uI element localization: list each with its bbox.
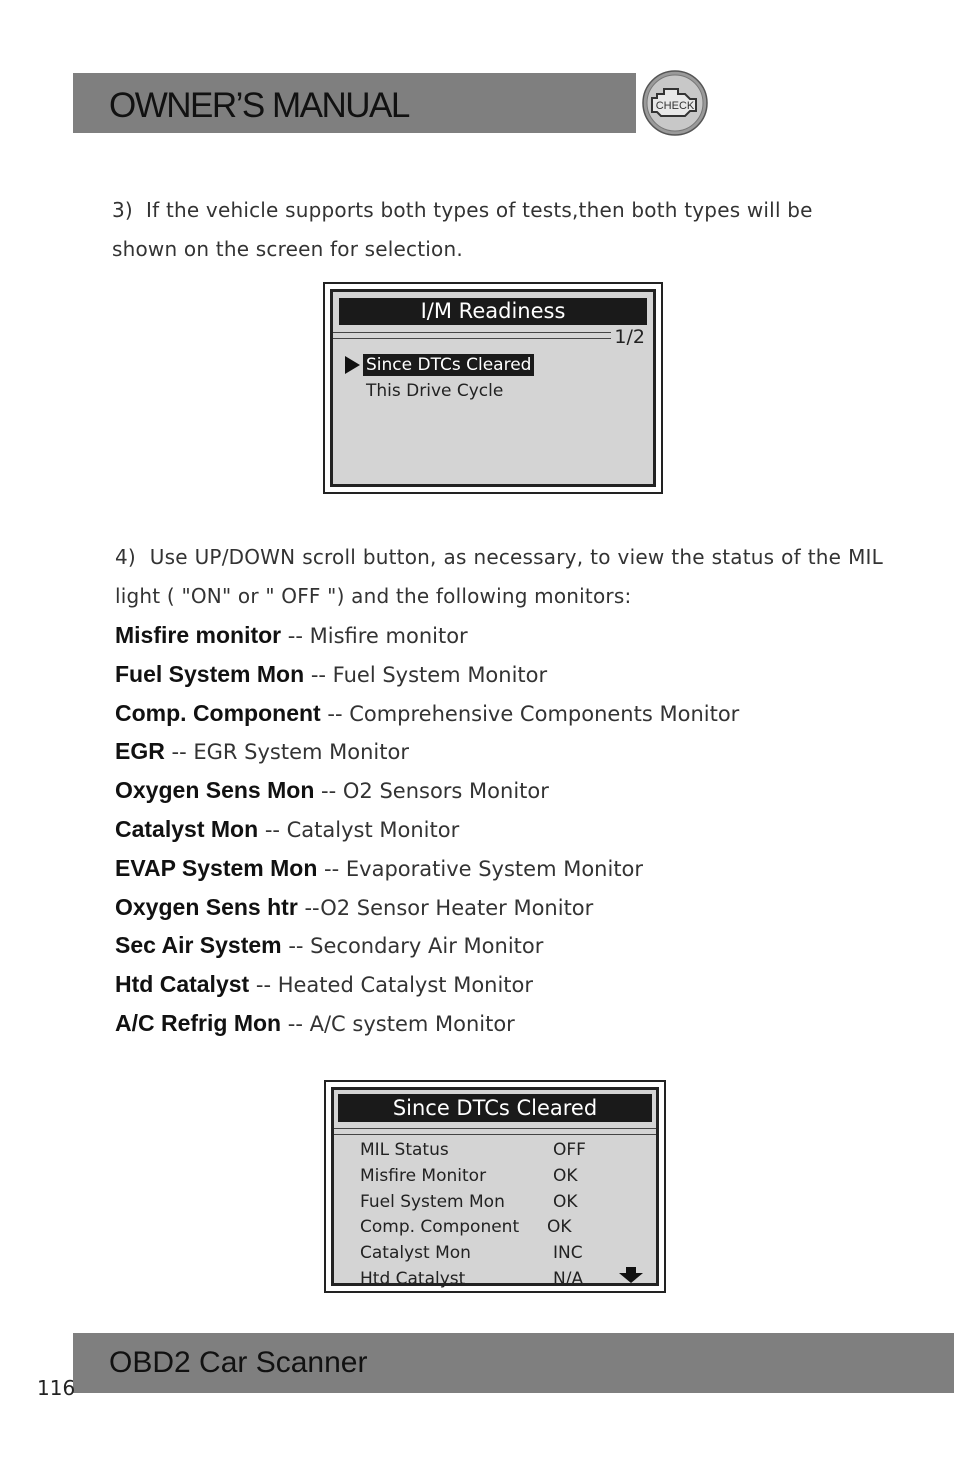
monitor-desc: -- Secondary Air Monitor bbox=[281, 934, 544, 959]
status-label: Htd Catalyst bbox=[360, 1269, 466, 1289]
page-number: 116 bbox=[37, 1376, 76, 1400]
monitor-desc: -- A/C system Monitor bbox=[281, 1011, 515, 1036]
monitor-desc: -- O2 Sensors Monitor bbox=[314, 779, 549, 804]
list-item bbox=[115, 965, 739, 1004]
monitor-list bbox=[115, 616, 739, 1043]
menu-item-since-dtcs-cleared[interactable]: Since DTCs Cleared bbox=[363, 354, 534, 376]
list-item bbox=[115, 694, 739, 733]
page-title: OWNER’S MANUAL bbox=[109, 86, 409, 125]
monitor-desc: -- Misfire monitor bbox=[281, 624, 468, 648]
status-row bbox=[360, 1189, 640, 1215]
scanner-screen-since-dtcs-cleared bbox=[324, 1080, 666, 1293]
header-bar bbox=[73, 73, 636, 133]
check-icon-label: CHECK bbox=[655, 100, 695, 112]
monitor-key: EVAP System Mon bbox=[115, 854, 318, 881]
status-value: INC bbox=[553, 1243, 583, 1263]
monitor-key: Htd Catalyst bbox=[115, 971, 250, 998]
status-row bbox=[360, 1240, 640, 1266]
monitor-key: A/C Refrig Mon bbox=[115, 1009, 282, 1036]
list-item bbox=[115, 888, 739, 927]
list-item bbox=[115, 926, 739, 965]
status-row bbox=[360, 1137, 640, 1163]
status-label: Comp. Component bbox=[360, 1217, 520, 1237]
monitor-desc: -- EGR System Monitor bbox=[164, 740, 409, 765]
footer-bar bbox=[73, 1333, 954, 1393]
monitor-key: Fuel System Mon bbox=[115, 660, 305, 687]
monitor-key: Comp. Component bbox=[115, 699, 321, 726]
list-item bbox=[115, 655, 739, 694]
status-label: Fuel System Mon bbox=[360, 1192, 505, 1212]
status-label: Catalyst Mon bbox=[360, 1243, 471, 1263]
monitor-desc: --O2 Sensor Heater Monitor bbox=[297, 895, 594, 920]
screen-divider bbox=[334, 1128, 656, 1135]
status-value: N/A bbox=[553, 1269, 584, 1289]
monitor-desc: -- Evaporative System Monitor bbox=[317, 856, 644, 881]
status-value: OK bbox=[553, 1192, 578, 1212]
status-row bbox=[360, 1214, 640, 1240]
selection-arrow-icon bbox=[345, 356, 360, 374]
down-arrow-icon[interactable] bbox=[618, 1267, 644, 1283]
monitor-key: Misfire monitor bbox=[115, 622, 282, 648]
list-item bbox=[115, 616, 739, 655]
status-row bbox=[360, 1163, 640, 1189]
monitor-key: Catalyst Mon bbox=[115, 815, 259, 842]
monitor-desc: -- Fuel System Monitor bbox=[304, 662, 548, 687]
monitor-desc: -- Catalyst Monitor bbox=[258, 817, 460, 842]
status-label: Misfire Monitor bbox=[360, 1166, 487, 1186]
monitor-key: Oxygen Sens htr bbox=[115, 893, 298, 920]
status-value: OFF bbox=[553, 1140, 586, 1160]
list-item bbox=[115, 849, 739, 888]
list-item bbox=[115, 810, 739, 849]
monitor-desc: -- Comprehensive Components Monitor bbox=[320, 701, 740, 726]
list-item bbox=[115, 771, 739, 810]
status-row bbox=[360, 1266, 640, 1292]
status-label: MIL Status bbox=[360, 1140, 449, 1160]
status-value: OK bbox=[553, 1166, 578, 1186]
monitor-key: Sec Air System bbox=[115, 932, 282, 959]
check-engine-icon bbox=[641, 70, 709, 136]
screen-title: I/M Readiness bbox=[339, 298, 647, 325]
step-4-text: 4) Use UP/DOWN scroll button, as necessary, to view the status of the MIL light ( "ON" or " OFF ") and the following monitors: bbox=[115, 545, 883, 608]
status-value: OK bbox=[547, 1217, 572, 1237]
screen-display bbox=[331, 1087, 659, 1289]
menu-item-this-drive-cycle[interactable]: This Drive Cycle bbox=[366, 381, 504, 401]
screen-title: Since DTCs Cleared bbox=[338, 1094, 652, 1122]
screen-display bbox=[330, 289, 656, 487]
screen-divider bbox=[333, 332, 611, 339]
list-item bbox=[115, 1004, 739, 1043]
page-indicator: 1/2 bbox=[614, 326, 645, 348]
list-item bbox=[115, 732, 739, 771]
scanner-screen-im-readiness bbox=[323, 282, 663, 494]
monitor-key: EGR bbox=[115, 738, 165, 765]
footer-title: OBD2 Car Scanner bbox=[109, 1346, 368, 1379]
monitor-desc: -- Heated Catalyst Monitor bbox=[249, 973, 534, 998]
monitor-key: Oxygen Sens Mon bbox=[115, 777, 315, 804]
step-3-text: 3) If the vehicle supports both types of tests,then both types will be shown on the screen for selection. bbox=[112, 198, 813, 261]
